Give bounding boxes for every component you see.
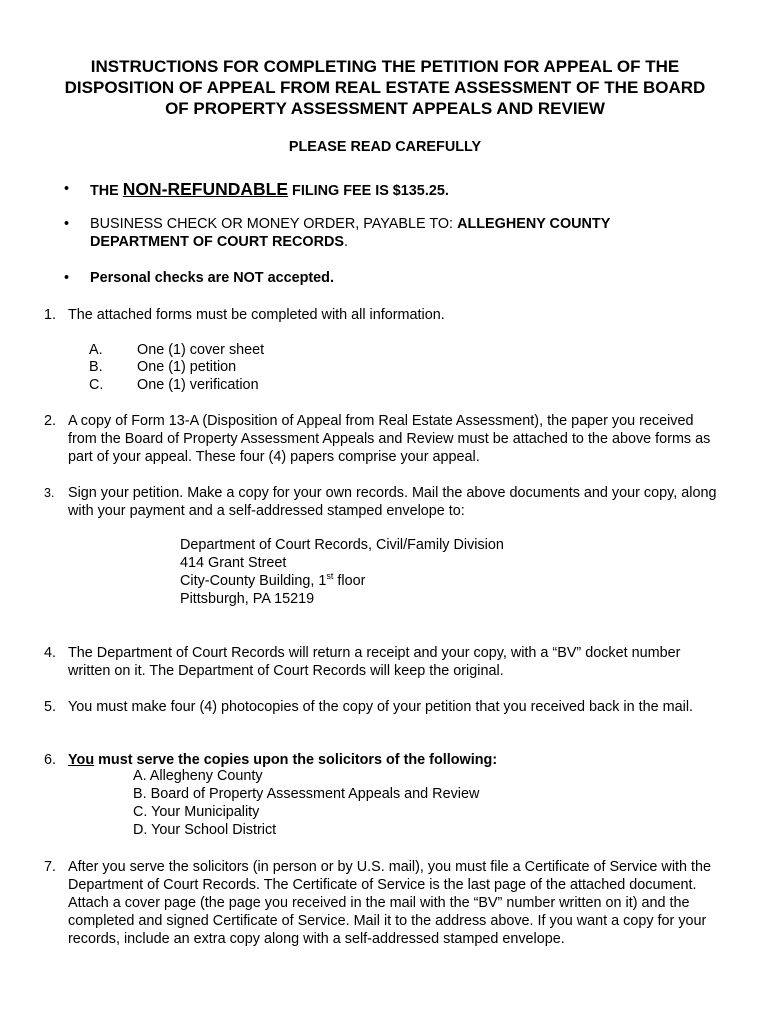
personal-checks-text: Personal checks are NOT accepted. xyxy=(90,270,334,286)
address-line-1: Department of Court Records, Civil/Family Division xyxy=(180,537,504,553)
item-number: 4. xyxy=(44,645,57,661)
payment-prefix: BUSINESS CHECK OR MONEY ORDER, PAYABLE TO: xyxy=(90,216,458,232)
item-number: 6. xyxy=(44,752,57,768)
solicitor-list xyxy=(133,767,479,839)
read-carefully-heading: PLEASE READ CAREFULLY xyxy=(288,139,482,155)
item-number: 3. xyxy=(44,486,55,500)
title-line-3: OF PROPERTY ASSESSMENT APPEALS AND REVIEW xyxy=(165,99,605,118)
item-number: 5. xyxy=(44,699,57,715)
item-6-text: must serve the copies upon the solicitors of the following: xyxy=(94,752,498,768)
payment-payee-line1: ALLEGHENY COUNTY xyxy=(457,216,611,232)
payment-payee-line2: DEPARTMENT OF COURT RECORDS xyxy=(90,234,344,250)
form-list-letter: B. xyxy=(89,359,103,375)
you-emphasis: You xyxy=(68,752,95,768)
solicitor-item: A. Allegheny County xyxy=(133,768,263,784)
address-line-3-prefix: City-County Building, 1 xyxy=(180,573,327,589)
item-text: You must make four (4) photocopies of the copy of your petition that you received back in the mail. xyxy=(68,699,694,715)
item-number: 1. xyxy=(44,307,57,323)
item-text: The attached forms must be completed with all information. xyxy=(68,307,445,323)
fee-emphasis: NON-REFUNDABLE xyxy=(122,179,289,199)
mailing-address xyxy=(180,536,504,608)
payment-period: . xyxy=(343,234,348,250)
solicitor-item: C. Your Municipality xyxy=(133,804,260,820)
item-number: 7. xyxy=(44,859,57,875)
item-text: The Department of Court Records will return a receipt and your copy, with a “BV” docket number written on it. The Department of Court Records will keep the original. xyxy=(68,645,681,679)
payment-text xyxy=(90,215,730,251)
fee-prefix: THE xyxy=(90,183,123,199)
item-number: 2. xyxy=(44,413,57,429)
form-list-letter: C. xyxy=(89,377,104,393)
address-line-3 xyxy=(180,572,504,590)
solicitor-item: D. Your School District xyxy=(133,822,277,838)
form-list-letter: A. xyxy=(89,342,103,358)
item-text: A copy of Form 13-A (Disposition of Appeal from Real Estate Assessment), the paper you received from the Board of Property Assessment Appeals and Review must be attached to the above forms as part of your appeal. These four (4) papers comprise your appeal. xyxy=(68,413,711,465)
form-list-text: One (1) verification xyxy=(137,377,259,393)
form-list-text: One (1) cover sheet xyxy=(137,342,265,358)
item-text: Sign your petition. Make a copy for your own records. Mail the above documents and your copy, along with your payment and a self-addressed stamped envelope to: xyxy=(68,485,717,519)
address-line-3-suffix: floor xyxy=(333,573,366,589)
bullet-icon: • xyxy=(64,270,70,286)
bullet-icon: • xyxy=(64,216,70,232)
form-list-text: One (1) petition xyxy=(137,359,237,375)
document-title xyxy=(30,56,740,119)
fee-text xyxy=(90,180,730,200)
title-line-2: DISPOSITION OF APPEAL FROM REAL ESTATE ASSESSMENT OF THE BOARD xyxy=(64,78,706,97)
address-line-3-sup: st xyxy=(326,571,334,582)
solicitor-item: B. Board of Property Assessment Appeals and Review xyxy=(133,786,480,802)
bullet-icon: • xyxy=(64,181,70,197)
item-text: After you serve the solicitors (in person or by U.S. mail), you must file a Certificate of Service with the Department of Court Records. The Certificate of Service is the last page of the attached document. Attach a cover page (the page you received in the mail with the “BV” number written on it) and the completed and signed Certificate of Service. Mail it to the address above. If you want a copy for your records, include an extra copy along with a self-addressed stamped envelope. xyxy=(68,859,712,947)
address-line-4: Pittsburgh, PA 15219 xyxy=(180,591,315,607)
address-line-2: 414 Grant Street xyxy=(180,555,287,571)
fee-suffix: FILING FEE IS $135.25. xyxy=(288,183,449,199)
title-line-1: INSTRUCTIONS FOR COMPLETING THE PETITION FOR APPEAL OF THE xyxy=(90,57,680,76)
